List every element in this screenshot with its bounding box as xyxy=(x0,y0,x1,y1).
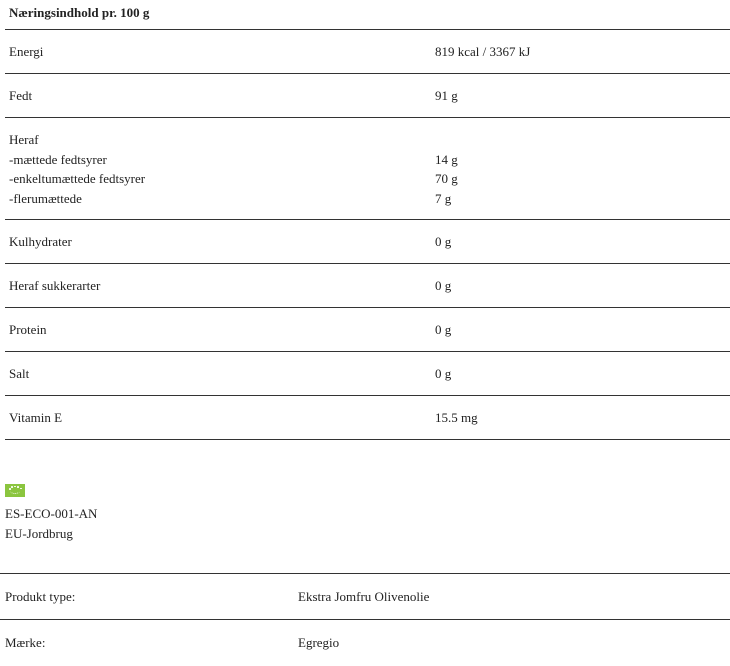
nutrition-sublabel: -enkeltumættede fedtsyrer xyxy=(9,171,146,186)
nutrition-subvalue: 70 g xyxy=(435,171,458,186)
nutrition-row-fat-breakdown xyxy=(5,118,730,220)
nutrition-row-sugars xyxy=(5,264,730,308)
nutrition-row-fat xyxy=(5,74,730,118)
nutrition-value: 0 g xyxy=(435,321,452,337)
nutrition-value: 91 g xyxy=(435,87,458,103)
nutrition-label: Fedt xyxy=(9,87,33,103)
nutrition-value-group xyxy=(435,130,730,208)
nutrition-value: 0 g xyxy=(435,277,452,293)
product-value: Egregio xyxy=(298,635,340,650)
product-label: Produkt type: xyxy=(5,588,76,604)
nutrition-row-salt xyxy=(5,352,730,396)
nutrition-value: 15.5 mg xyxy=(435,409,478,425)
eu-organic-leaf-icon xyxy=(5,484,25,497)
nutrition-sublabel: -mættede fedtsyrer xyxy=(9,151,107,167)
organic-certification xyxy=(5,484,97,543)
nutrition-label: Vitamin E xyxy=(9,409,63,425)
nutrition-subvalue: 7 g xyxy=(435,190,452,206)
nutrition-row-energy xyxy=(5,30,730,74)
product-info-table xyxy=(0,573,730,666)
nutrition-title: Næringsindhold pr. 100 g xyxy=(5,0,730,30)
nutrition-label: Heraf sukkerarter xyxy=(9,277,101,293)
nutrition-sublabel: -flerumættede xyxy=(9,190,82,206)
organic-origin: EU-Jordbrug xyxy=(5,525,73,541)
nutrition-row-protein xyxy=(5,308,730,352)
product-label: Mærke: xyxy=(5,635,46,650)
nutrition-value: 819 kcal / 3367 kJ xyxy=(435,43,531,59)
nutrition-row-carbs xyxy=(5,220,730,264)
nutrition-table xyxy=(5,0,730,440)
product-row-type xyxy=(0,574,730,620)
nutrition-value: 0 g xyxy=(435,233,452,249)
nutrition-label-group xyxy=(5,130,435,208)
nutrition-subvalue: 14 g xyxy=(435,151,458,167)
product-row-brand xyxy=(0,620,730,666)
nutrition-label: Salt xyxy=(9,365,30,381)
nutrition-label: Kulhydrater xyxy=(9,233,72,249)
nutrition-row-vitamin-e xyxy=(5,396,730,440)
nutrition-value: 0 g xyxy=(435,365,452,381)
nutrition-label: Protein xyxy=(9,321,47,337)
nutrition-label: Energi xyxy=(9,43,44,59)
organic-control-code: ES-ECO-001-AN xyxy=(5,506,98,521)
nutrition-label: Heraf xyxy=(9,132,39,147)
product-value: Ekstra Jomfru Olivenolie xyxy=(298,588,430,604)
